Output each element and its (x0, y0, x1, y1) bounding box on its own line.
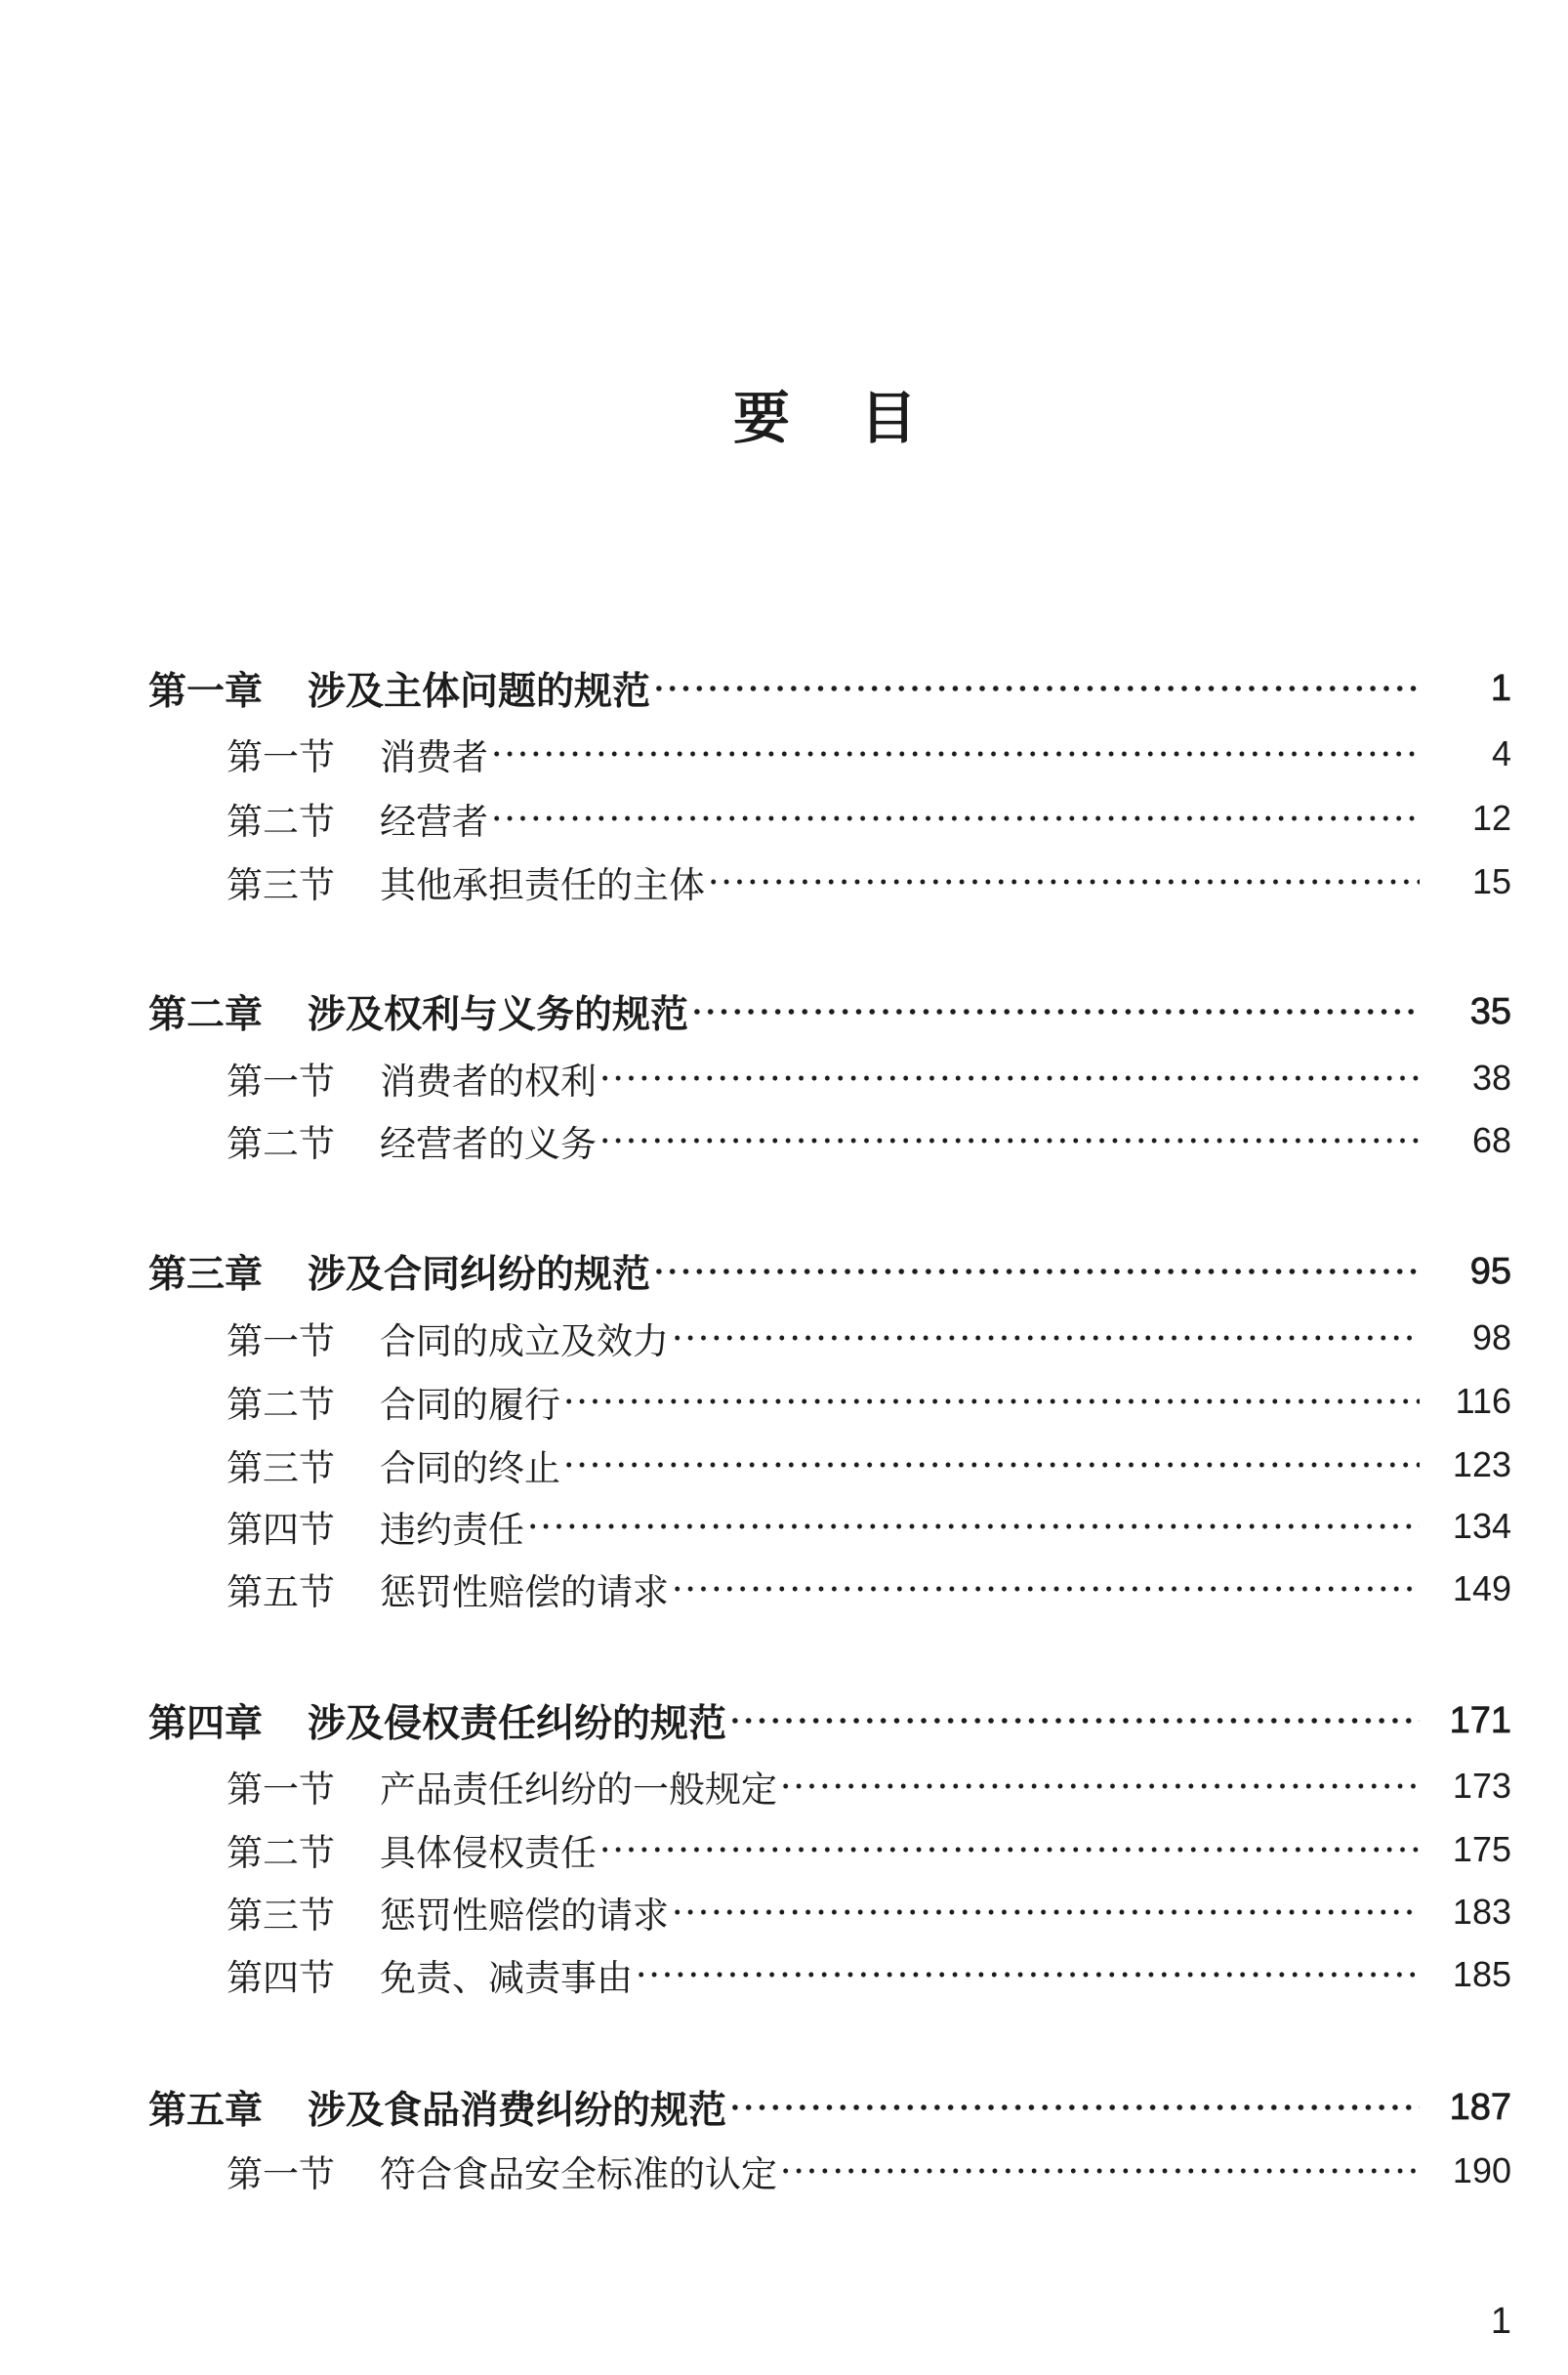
section-label: 第二节 (227, 1124, 335, 1164)
section-title: 产品责任纠纷的一般规定 (380, 1770, 777, 1810)
leader-dots (562, 1397, 1420, 1405)
leader-dots (652, 685, 1420, 692)
leader-dots (635, 1971, 1420, 1979)
toc-section-4-3[interactable] (227, 1885, 1511, 1939)
section-page-number: 173 (1452, 1766, 1511, 1806)
section-page-number: 185 (1452, 1954, 1511, 1994)
leader-dots (671, 1585, 1420, 1593)
page-title-char: 要 (732, 385, 790, 451)
leader-dots (490, 750, 1420, 758)
leader-dots (728, 2104, 1420, 2111)
section-page-number: 175 (1452, 1829, 1511, 1869)
section-title: 惩罚性赔偿的请求 (380, 1572, 669, 1612)
section-title: 经营者 (380, 802, 488, 842)
section-page-number: 98 (1471, 1317, 1511, 1357)
leader-dots (671, 1334, 1420, 1342)
toc-section-5-1[interactable] (227, 2144, 1511, 2198)
section-page-number: 134 (1452, 1506, 1511, 1546)
leader-dots (598, 1074, 1420, 1082)
section-page-number: 116 (1455, 1381, 1511, 1421)
section-page-number: 4 (1491, 733, 1511, 773)
toc-section-3-1[interactable] (227, 1311, 1511, 1365)
chapter-label: 第二章 (148, 994, 264, 1036)
toc-section-3-2[interactable] (227, 1374, 1511, 1429)
section-label: 第一节 (227, 1321, 335, 1361)
toc-chapter-4[interactable] (148, 1693, 1511, 1748)
chapter-label: 第四章 (148, 1703, 264, 1745)
leader-dots (728, 1717, 1420, 1725)
chapter-page-number: 1 (1490, 667, 1511, 709)
chapter-label: 第一章 (148, 671, 264, 713)
chapter-page-number: 171 (1449, 1699, 1511, 1741)
leader-dots (690, 1008, 1420, 1016)
toc-section-3-4[interactable] (227, 1499, 1511, 1554)
section-page-number: 183 (1452, 1892, 1511, 1932)
section-label: 第二节 (227, 1833, 335, 1873)
section-title: 经营者的义务 (380, 1124, 597, 1164)
section-title: 合同的成立及效力 (380, 1321, 669, 1361)
section-title: 合同的终止 (380, 1448, 560, 1488)
leader-dots (779, 2167, 1420, 2175)
chapter-page-number: 95 (1469, 1250, 1511, 1292)
section-label: 第一节 (227, 737, 335, 777)
section-title: 消费者 (380, 737, 488, 777)
chapter-label: 第三章 (148, 1254, 264, 1296)
leader-dots (671, 1908, 1420, 1916)
toc-chapter-3[interactable] (148, 1244, 1511, 1299)
section-title: 具体侵权责任 (380, 1833, 597, 1873)
section-title: 符合食品安全标准的认定 (380, 2154, 777, 2194)
section-label: 第三节 (227, 865, 335, 905)
section-title: 免责、减责事由 (380, 1958, 633, 1998)
toc-section-3-5[interactable] (227, 1562, 1511, 1616)
page-title-char: 目 (860, 385, 918, 451)
section-label: 第三节 (227, 1448, 335, 1488)
chapter-label: 第五章 (148, 2090, 264, 2132)
section-page-number: 15 (1471, 861, 1511, 901)
toc-chapter-5[interactable] (148, 2080, 1511, 2135)
page-folio-number: 1 (1490, 2301, 1511, 2342)
section-page-number: 123 (1452, 1444, 1511, 1484)
toc-chapter-2[interactable] (148, 984, 1511, 1039)
section-label: 第三节 (227, 1896, 335, 1936)
section-title: 其他承担责任的主体 (380, 865, 705, 905)
chapter-page-number: 187 (1449, 2086, 1511, 2128)
toc-chapter-1[interactable] (148, 661, 1511, 716)
section-page-number: 149 (1452, 1568, 1511, 1608)
chapter-page-number: 35 (1469, 990, 1511, 1032)
section-label: 第四节 (227, 1510, 335, 1550)
leader-dots (707, 878, 1420, 886)
section-label: 第四节 (227, 1958, 335, 1998)
section-label: 第一节 (227, 1062, 335, 1102)
toc-section-1-2[interactable] (227, 791, 1511, 846)
section-page-number: 12 (1471, 798, 1511, 838)
page-title (0, 383, 1568, 453)
section-label: 第五节 (227, 1572, 335, 1612)
section-page-number: 38 (1471, 1058, 1511, 1098)
toc-section-4-4[interactable] (227, 1947, 1511, 2002)
toc-section-4-1[interactable] (227, 1759, 1511, 1813)
chapter-title: 涉及合同纠纷的规范 (308, 1254, 651, 1296)
section-page-number: 190 (1452, 2150, 1511, 2190)
section-title: 违约责任 (380, 1510, 524, 1550)
toc-section-3-3[interactable] (227, 1438, 1511, 1492)
section-label: 第二节 (227, 1385, 335, 1425)
leader-dots (598, 1137, 1420, 1145)
section-title: 消费者的权利 (380, 1062, 597, 1102)
leader-dots (779, 1782, 1420, 1790)
toc-section-4-2[interactable] (227, 1822, 1511, 1877)
leader-dots (526, 1522, 1420, 1530)
section-label: 第一节 (227, 2154, 335, 2194)
section-label: 第一节 (227, 1770, 335, 1810)
leader-dots (490, 814, 1420, 822)
leader-dots (562, 1461, 1420, 1469)
toc-section-1-3[interactable] (227, 854, 1511, 909)
chapter-title: 涉及主体问题的规范 (308, 671, 651, 713)
leader-dots (652, 1268, 1420, 1275)
section-title: 惩罚性赔偿的请求 (380, 1896, 669, 1936)
toc-section-1-1[interactable] (227, 727, 1511, 781)
section-label: 第二节 (227, 802, 335, 842)
section-page-number: 68 (1471, 1120, 1511, 1160)
section-title: 合同的履行 (380, 1385, 560, 1425)
chapter-title: 涉及侵权责任纠纷的规范 (308, 1703, 727, 1745)
leader-dots (598, 1846, 1420, 1854)
chapter-title: 涉及权利与义务的规范 (308, 994, 689, 1036)
toc-section-2-1[interactable] (227, 1051, 1511, 1105)
chapter-title: 涉及食品消费纠纷的规范 (308, 2090, 727, 2132)
toc-section-2-2[interactable] (227, 1113, 1511, 1168)
